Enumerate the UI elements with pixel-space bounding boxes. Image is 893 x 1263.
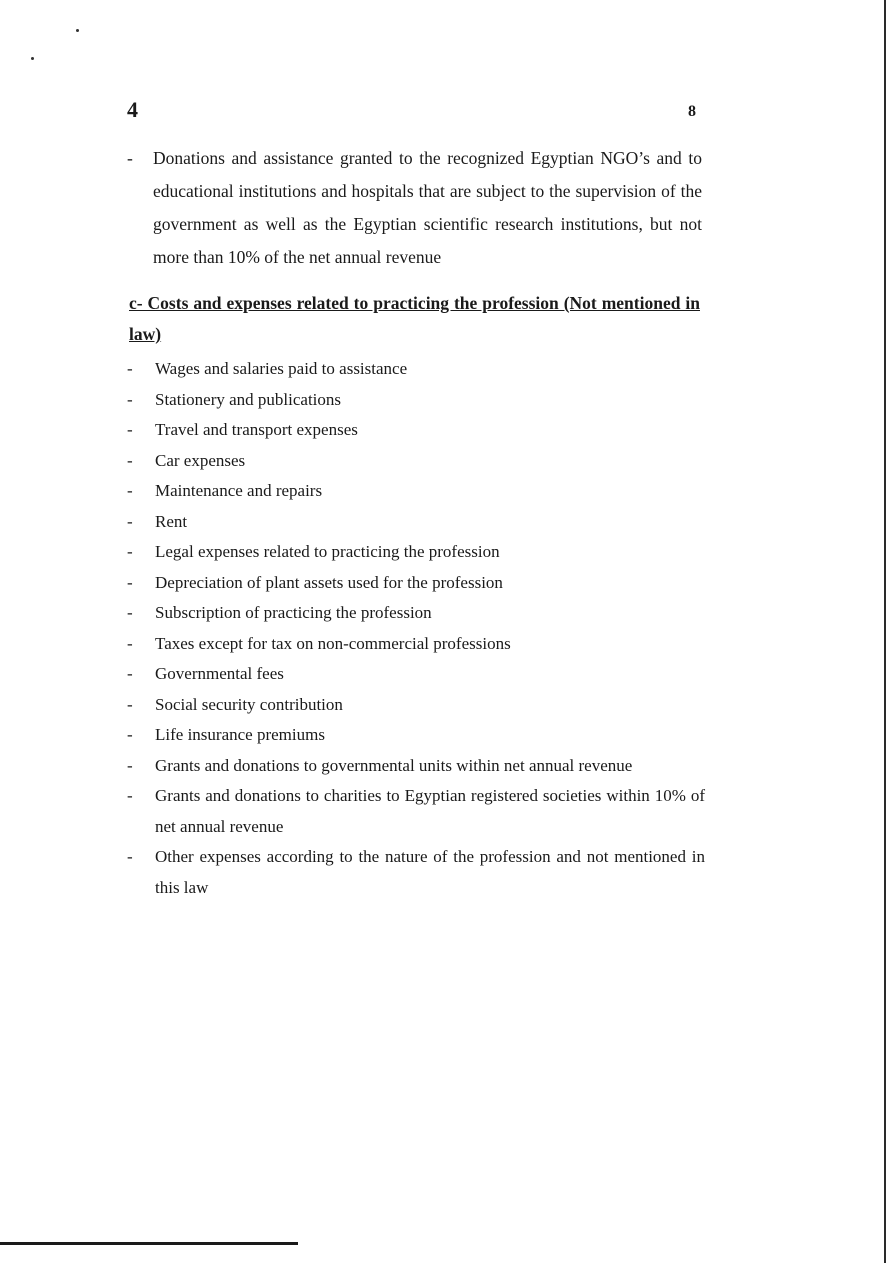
list-bullet: - <box>127 694 133 714</box>
scan-speck <box>31 57 34 60</box>
list-item-text: Travel and transport expenses <box>155 420 358 439</box>
page-number-right: 8 <box>688 103 696 120</box>
list-bullet: - <box>127 389 133 409</box>
list-bullet: - <box>127 572 133 592</box>
expense-list <box>127 354 705 903</box>
list-item <box>127 842 705 903</box>
list-item <box>127 568 705 599</box>
list-item <box>127 354 705 385</box>
list-item <box>127 629 705 660</box>
list-bullet: - <box>127 420 133 439</box>
list-item-text: Social security contribution <box>155 694 343 714</box>
list-bullet: - <box>127 847 133 866</box>
list-item-text: Maintenance and repairs <box>155 481 323 500</box>
list-item <box>127 690 705 721</box>
list-item-text: Grants and donations to charities to Egyptian registered societies within 10% of net annual revenue <box>155 786 705 836</box>
list-bullet: - <box>127 786 133 805</box>
page-number-left: 4 <box>127 97 138 122</box>
list-bullet: - <box>127 511 133 531</box>
list-bullet: - <box>127 725 133 744</box>
list-item-text: Depreciation of plant assets used for the profession <box>155 572 503 592</box>
list-item-text: Taxes except for tax on non-commercial professions <box>155 633 511 653</box>
intro-list-item <box>127 142 702 274</box>
section-heading: c- Costs and expenses related to practicing the profession (Not mentioned in law) <box>129 293 700 344</box>
list-item <box>127 781 705 842</box>
list-item <box>127 385 705 416</box>
page-edge-line <box>884 0 886 1263</box>
list-bullet: - <box>127 148 133 168</box>
list-item-text: Car expenses <box>155 450 246 470</box>
scan-speck <box>76 29 79 32</box>
list-item-text: Stationery and publications <box>155 389 342 409</box>
bottom-rule <box>0 1242 298 1245</box>
list-bullet: - <box>127 633 133 653</box>
list-item-text: Governmental fees <box>155 664 284 683</box>
list-item <box>127 415 705 446</box>
list-item-text: Rent <box>155 511 188 531</box>
list-item-text: Wages and salaries paid to assistance <box>155 359 408 378</box>
list-item-text: Subscription of practicing the profession <box>155 603 432 622</box>
list-bullet: - <box>127 359 133 378</box>
list-item <box>127 537 705 568</box>
intro-item-text: Donations and assistance granted to the recognized Egyptian NGO’s and to educational institutions and hospitals that are subject to the supervision of the government as well as the Egyptian scientific research institutions, but not more than 10% of the net annual revenue <box>153 148 702 267</box>
list-item <box>127 751 705 782</box>
list-item-text: Legal expenses related to practicing the profession <box>155 542 500 561</box>
list-item-text: Other expenses according to the nature of the profession and not mentioned in this law <box>155 847 705 897</box>
list-item <box>127 720 705 751</box>
list-item-text: Grants and donations to governmental units within net annual revenue <box>155 755 633 775</box>
list-item-text: Life insurance premiums <box>155 725 325 744</box>
list-item <box>127 476 705 507</box>
list-item <box>127 507 705 538</box>
list-bullet: - <box>127 603 133 622</box>
list-item <box>127 659 705 690</box>
list-bullet: - <box>127 481 133 500</box>
list-bullet: - <box>127 755 133 775</box>
list-item <box>127 598 705 629</box>
list-bullet: - <box>127 664 133 683</box>
list-bullet: - <box>127 450 133 470</box>
list-bullet: - <box>127 542 133 561</box>
list-item <box>127 446 705 477</box>
